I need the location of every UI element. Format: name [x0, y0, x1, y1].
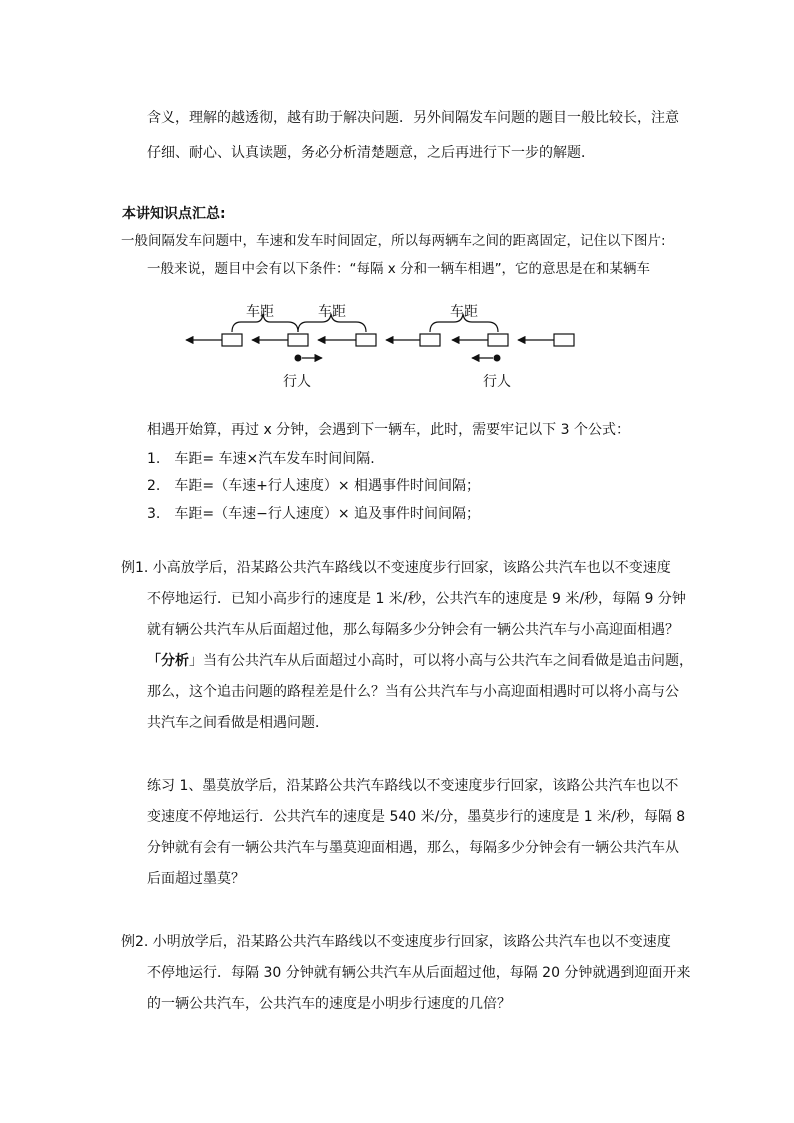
example1-line-1: 例1. 小高放学后，沿某路公共汽车路线以不变速度步行回家，该路公共汽车也以不变速度 — [121, 560, 671, 576]
formula-number: 1. — [147, 451, 161, 467]
intro-line-1: 含义，理解的越透彻，越有助于解决问题．另外间隔发车问题的题目一般比较长，注意 — [147, 110, 679, 126]
formula-1 — [147, 449, 375, 469]
formula-text: 车距= 车速×汽车发车时间间隔. — [174, 451, 375, 467]
bus-box — [288, 334, 308, 346]
example1-line-4 — [147, 651, 693, 671]
formula-3 — [147, 504, 480, 524]
practice1-line-4: 后面超过墨莫？ — [147, 871, 245, 887]
example1-line-2: 不停地运行．已知小高步行的速度是 1 米/秒，公共汽车的速度是 9 米/秒，每隔 9 分钟 — [147, 591, 686, 607]
bus-box — [420, 334, 440, 346]
bus-box — [356, 334, 376, 346]
summary-line-1: 一般间隔发车问题中，车速和发车时间固定，所以每两辆车之间的距离固定，记住以下图片: — [121, 233, 666, 249]
example1-line-6: 共汽车之间看做是相遇问题． — [147, 715, 329, 731]
example1-line-5: 那么，这个追击问题的路程差是什么？当有公共汽车与小高迎面相遇时可以将小高与公 — [147, 684, 679, 700]
distance-label-1: 车距 — [246, 304, 274, 320]
bus-box — [554, 334, 574, 346]
formula-text: 车距=（车速−行人速度）× 追及事件时间间隔； — [174, 506, 480, 522]
practice1-line-3: 分钟就有会有一辆公共汽车与墨莫迎面相遇，那么，每隔多少分钟会有一辆公共汽车从 — [147, 840, 679, 856]
distance-label-2: 车距 — [318, 304, 346, 320]
distance-label-3: 车距 — [450, 304, 478, 320]
pedestrian-label-2: 行人 — [483, 374, 511, 390]
summary-heading: 本讲知识点汇总: — [122, 206, 226, 222]
formula-text: 车距=（车速+行人速度）× 相遇事件时间间隔； — [174, 478, 480, 494]
formula-number: 2. — [147, 478, 161, 494]
bus-box — [222, 334, 242, 346]
summary-line-2: 一般来说，题目中会有以下条件：“每隔 x 分和一辆车相遇”，它的意思是在和某辆车 — [147, 261, 651, 277]
example2-line-1: 例2. 小明放学后，沿某路公共汽车路线以不变速度步行回家，该路公共汽车也以不变速度 — [121, 934, 671, 950]
example1-line-3: 就有辆公共汽车从后面超过他，那么每隔多少分钟会有一辆公共汽车与小高迎面相遇？ — [147, 622, 679, 638]
right-group — [386, 304, 574, 390]
left-group — [186, 304, 376, 390]
example2-line-3: 的一辆公共汽车，公共汽车的速度是小明步行速度的几倍？ — [147, 996, 511, 1012]
pedestrian-dot — [494, 355, 501, 362]
formula-number: 3. — [147, 506, 161, 522]
intro-line-2: 仔细、耐心、认真读题，务必分析清楚题意，之后再进行下一步的解题． — [147, 145, 595, 161]
pedestrian-label-1: 行人 — [283, 374, 311, 390]
practice1-line-1: 练习 1、墨莫放学后，沿某路公共汽车路线以不变速度步行回家，该路公共汽车也以不 — [147, 778, 679, 794]
example2-line-2: 不停地运行．每隔 30 分钟就有辆公共汽车从后面超过他，每隔 20 分钟就遇到迎面开来 — [147, 965, 691, 981]
analysis-text: 」当有公共汽车从后面超过小高时，可以将小高与公共汽车之间看做是追击问题， — [189, 653, 693, 669]
pedestrian-dot — [295, 355, 302, 362]
bus-box — [488, 334, 508, 346]
analysis-tag: 「分析 — [147, 653, 189, 669]
practice1-line-2: 变速度不停地运行．公共汽车的速度是 540 米/分，墨莫步行的速度是 1 米/秒，每隔 8 — [147, 809, 686, 825]
summary-line-3: 相遇开始算，再过 x 分钟，会遇到下一辆车，此时，需要牢记以下 3 个公式： — [147, 422, 630, 438]
bus-interval-diagram — [0, 290, 794, 400]
formula-2 — [147, 476, 480, 496]
